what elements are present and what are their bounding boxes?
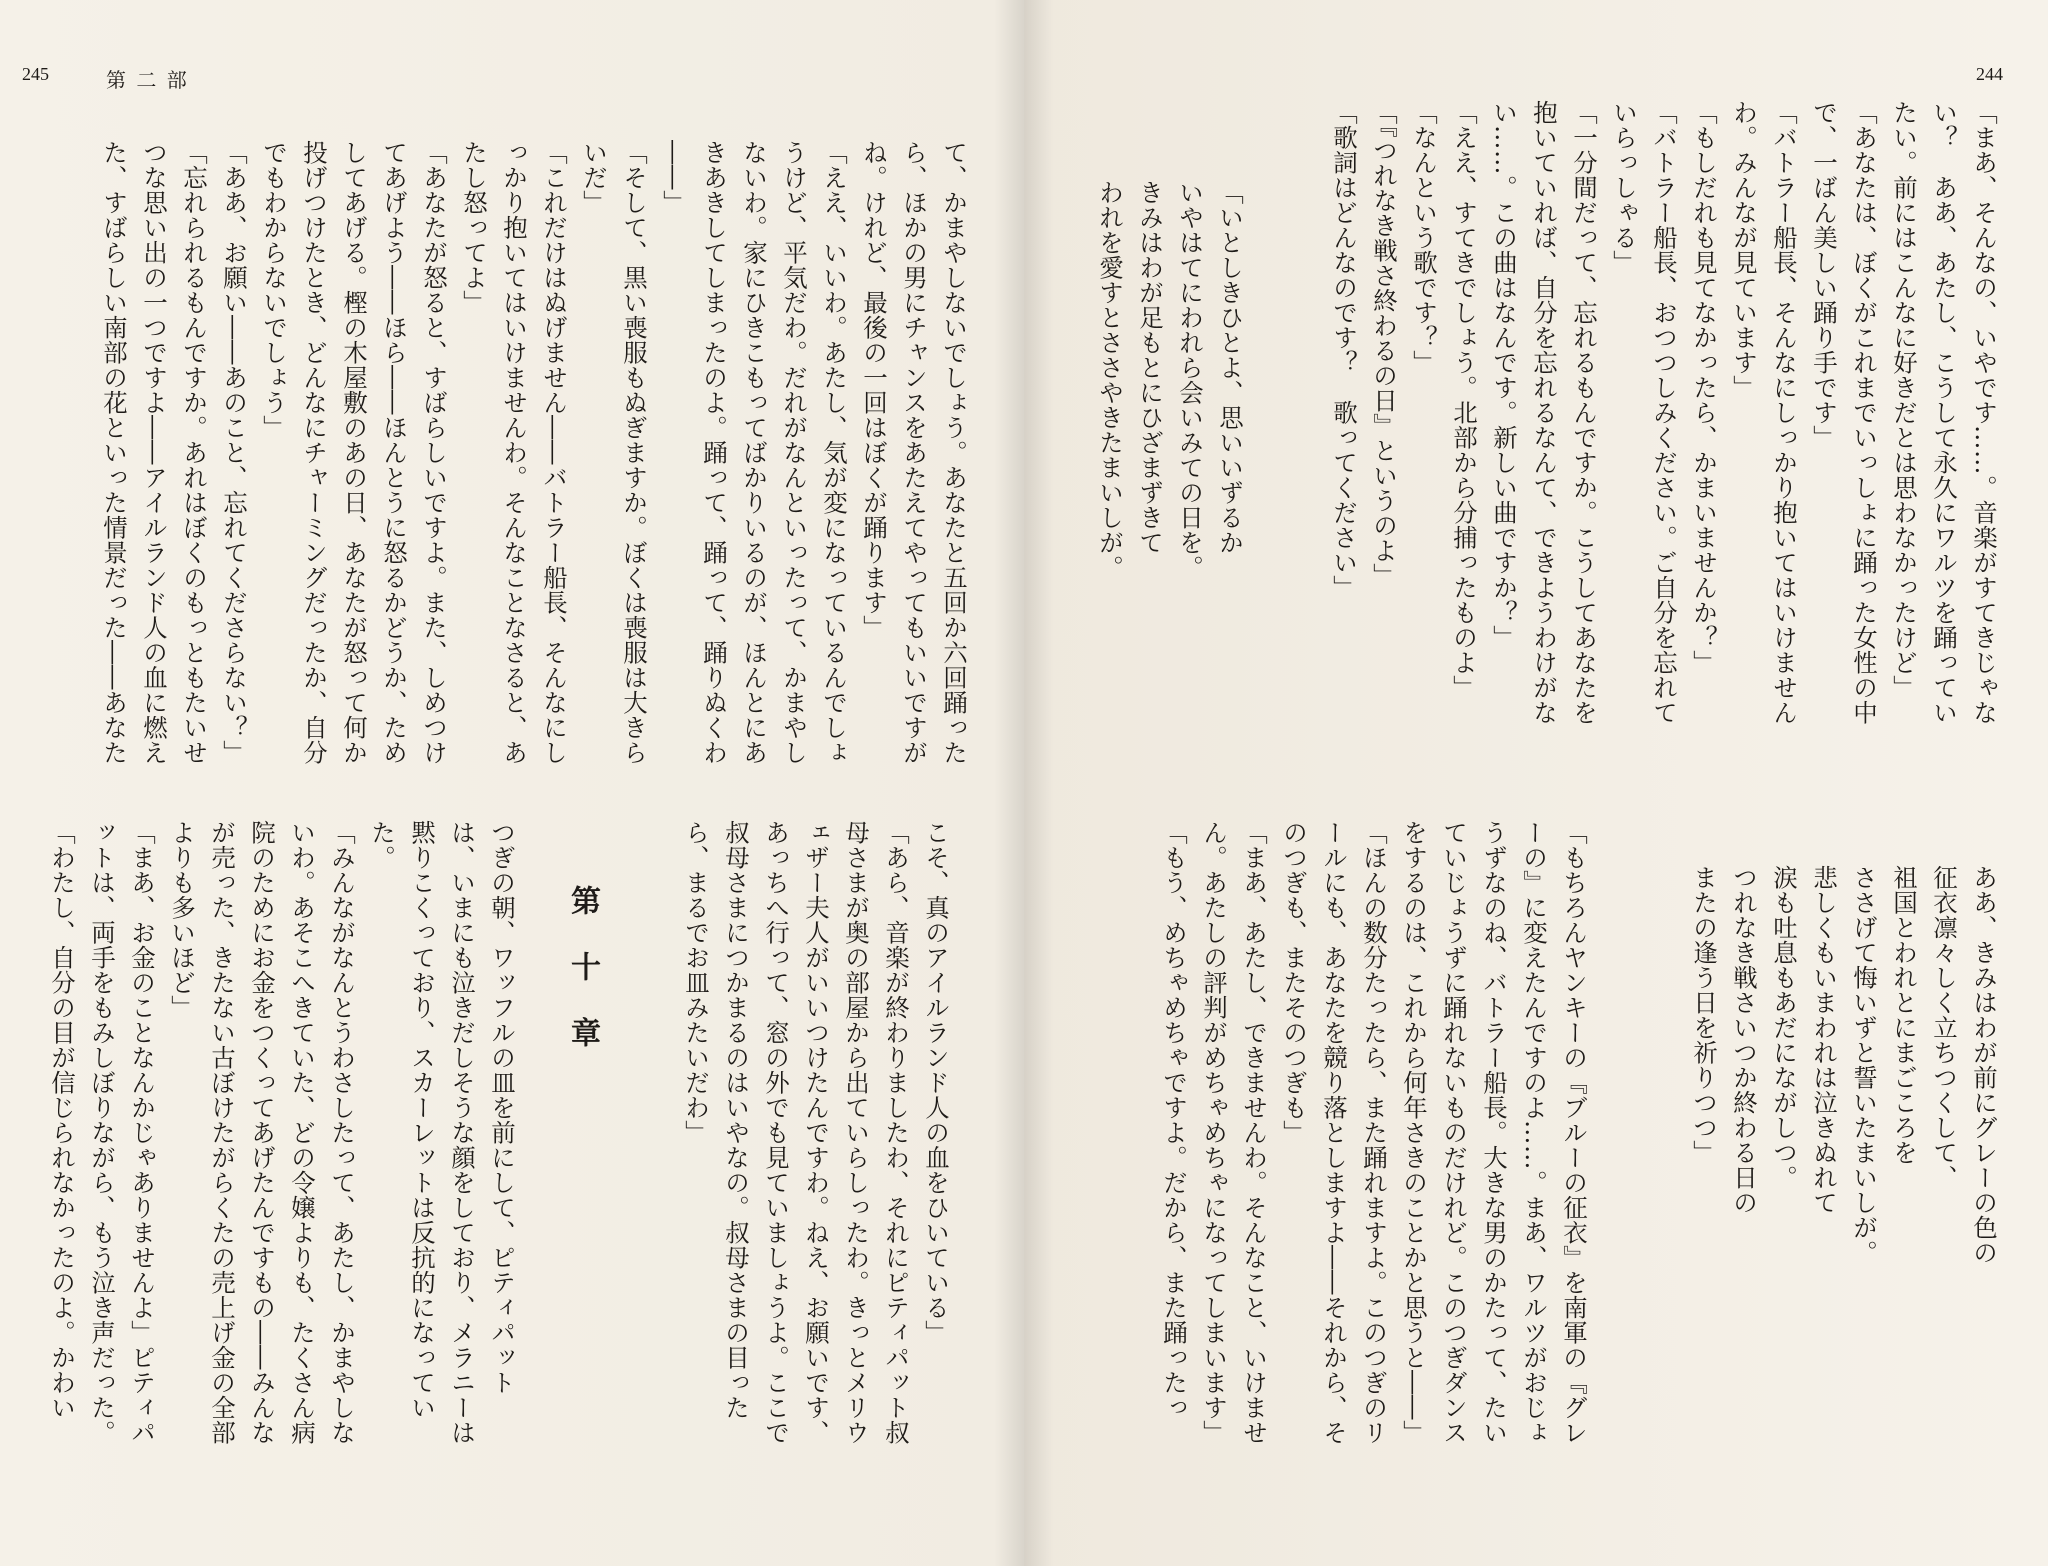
text-column: てあげよう――ほら――ほんとうに怒るかどうか、ため [380, 140, 409, 765]
text-column: ェザー夫人がいいつけたんですわ。ねえ、お願いです、 [802, 820, 831, 1445]
poem-line: ああ、きみはわが前にグレーの色の [1970, 865, 1999, 1265]
text-column: 「一分間だって、忘れるもんですか。こうしてあなたを [1570, 100, 1599, 725]
text-column: 「なんという歌です？」 [1410, 100, 1439, 375]
text-column: 「バトラー船長、おつつしみください。ご自分を忘れて [1650, 100, 1679, 725]
poem-line: 征衣凛々しく立ちつくして、 [1930, 865, 1959, 1190]
text-column: いわ。あそこへきていた、どの令嬢よりも、たくさん病 [288, 820, 317, 1445]
text-column: 「ええ、いいわ。あたし、気が変になっているんでしょ [820, 140, 849, 765]
book-gutter [994, 0, 1054, 1566]
text-column: してあげる。樫の木屋敷のあの日、あなたが怒って何か [340, 140, 369, 765]
right-page [1024, 0, 2048, 1566]
poem-line: ささげて悔いずと誓いたまいしが。 [1850, 865, 1879, 1265]
text-column: 叔母さまにつかまるのはいやなの。叔母さまの目った [722, 820, 751, 1420]
poem-line: いやはてにわれら会いみての日を。 [1176, 180, 1205, 580]
poem-line: われを愛すとささやきたまいしが。 [1096, 180, 1125, 580]
text-column: つぎの朝、ワッフルの皿を前にして、ピティパット [488, 820, 517, 1395]
text-column: 「まあ、あたし、できませんわ。そんなこと、いけませ [1240, 820, 1269, 1445]
text-column: ーの』に変えたんですのよ……。まあ、ワルツがおじょ [1520, 820, 1549, 1445]
text-column: ん。あたしの評判がめちゃめちゃになってしまいます」 [1200, 820, 1229, 1445]
text-column: 「ああ、お願い――あのこと、忘れてくださらない？」 [220, 140, 249, 765]
text-column: ――」 [660, 140, 689, 215]
text-column: が売った、きたない古ぼけたがらくたの売上げ金の全部 [208, 820, 237, 1445]
text-column: 「もう、めちゃめちゃですよ。だから、また踊ったっ [1160, 820, 1189, 1420]
text-column: 「『つれなき戦さ終わるの日』というのよ」 [1370, 100, 1399, 588]
text-column: あっちへ行って、窓の外でも見ていましょうよ。ここで [762, 820, 791, 1445]
text-column: いだ」 [580, 140, 609, 215]
poem-line: またの逢う日を祈りつつ」 [1690, 865, 1719, 1165]
page-number-left: 245 [22, 64, 49, 84]
text-column: ら、ほかの男にチャンスをあたえてやってもいいですが [900, 140, 929, 765]
running-head: 第 二 部 [106, 68, 189, 92]
text-column: 「あなたは、ぼくがこれまでいっしょに踊った女性の中 [1850, 100, 1879, 725]
text-column: 「歌詞はどんなのです？ 歌ってください」 [1330, 100, 1359, 600]
text-column: た。 [368, 820, 397, 870]
text-column: いらっしゃる」 [1610, 100, 1639, 275]
text-column: 「まあ、そんなの、いやです……。音楽がすてきじゃな [1970, 100, 1999, 725]
poem-line: 祖国とわれとにまごころを [1890, 865, 1919, 1165]
text-column: 「ええ、すてきでしょう。北部から分捕ったものよ」 [1450, 100, 1479, 700]
text-column: 「みんながなんとうわさしたって、あたし、かまやしな [328, 820, 357, 1445]
text-column: ールにも、あなたを競り落としますよ――それから、そ [1320, 820, 1349, 1445]
text-column: でもわからないでしょう」 [260, 140, 289, 440]
text-column: 投げつけたとき、どんなにチャーミングだったか、自分 [300, 140, 329, 765]
page-number-right: 244 [1976, 64, 2003, 84]
text-column: 「あなたが怒ると、すばらしいですよ。また、しめつけ [420, 140, 449, 765]
text-column: つな思い出の一つですよ――アイルランド人の血に燃え [140, 140, 169, 765]
text-column: で、一ばん美しい踊り手です」 [1810, 100, 1839, 450]
text-column: たい。前にはこんなに好きだとは思わなかったけど」 [1890, 100, 1919, 700]
text-column: うけど、平気だわ。だれがなんといったって、かまやし [780, 140, 809, 765]
text-column: 「わたし、自分の目が信じられなかったのよ。かわい [48, 820, 77, 1420]
text-column: うずなのね、バトラー船長。大きな男のかたって、たい [1480, 820, 1509, 1445]
text-column: 「ほんの数分たったら、また踊れますよ。このつぎのリ [1360, 820, 1389, 1445]
text-column: よりも多いほど」 [168, 820, 197, 1020]
text-column: 「もちろんヤンキーの『ブルーの征衣』を南軍の『グレ [1560, 820, 1589, 1445]
text-column: 黙りこくっており、スカーレットは反抗的になってい [408, 820, 437, 1420]
text-column: 院のためにお金をつくってあげたんですもの――みんな [248, 820, 277, 1445]
text-column: こそ、真のアイルランド人の血をひいている」 [922, 820, 951, 1345]
poem-line: 悲しくもいまわれは泣きぬれて [1810, 865, 1839, 1215]
left-bottom-right-text [656, 820, 956, 1530]
text-column: 母さまが奥の部屋から出ていらしったわ。きっとメリウ [842, 820, 871, 1445]
poem-top [1070, 180, 1250, 680]
text-column: 「まあ、お金のことなんかじゃありませんよ」ピティパ [128, 820, 157, 1445]
right-bottom-text [1124, 820, 1594, 1530]
text-column: 「もしだれも見てなかったら、かまいませんか？」 [1690, 100, 1719, 675]
text-column: ね。けれど、最後の一回はぼくが踊ります」 [860, 140, 889, 640]
poem-bottom [1674, 865, 2004, 1425]
poem-line: 涙も吐息もあだにながしつ。 [1770, 865, 1799, 1190]
text-column: たし怒ってよ」 [460, 140, 489, 315]
text-column: 抱いていれば、自分を忘れるなんて、できようわけがな [1530, 100, 1559, 725]
poem-line: 「いとしきひとよ、思いいずるか [1216, 180, 1245, 555]
text-column: きあきしてしまったのよ。踊って、踊って、踊りぬくわ [700, 140, 729, 765]
text-column: て、かまやしないでしょう。あなたと五回か六回踊った [940, 140, 969, 765]
text-column: ないわ。家にひきこもってばかりいるのが、ほんとにあ [740, 140, 769, 765]
text-column: ていじょうずに踊れないものだけれど。このつぎダンス [1440, 820, 1469, 1445]
chapter-title: 第十章 [565, 885, 600, 1083]
text-column: をするのは、これから何年さきのことかと思うと――」 [1400, 820, 1429, 1445]
poem-line: きみはわが足もとにひざまずきて [1136, 180, 1165, 555]
text-column: い……。この曲はなんです。新しい曲ですか？」 [1490, 100, 1519, 650]
text-column: ら、まるでお皿みたいだわ」 [682, 820, 711, 1145]
text-column: 「これだけはぬげません――バトラー船長、そんなにし [540, 140, 569, 765]
text-column: 「そして、黒い喪服もぬぎますか。ぼくは喪服は大きら [620, 140, 649, 765]
right-top-text [1324, 100, 2004, 800]
text-column: ットは、両手をもみしぼりながら、もう泣き声だった。 [88, 820, 117, 1445]
text-column: 「あら、音楽が終わりましたわ、それにピティパット叔 [882, 820, 911, 1445]
text-column: のつぎも、またそのつぎも」 [1280, 820, 1309, 1145]
text-column: わ。みんなが見ています」 [1730, 100, 1759, 400]
poem-line: つれなき戦さいつか終わる日の [1730, 865, 1759, 1215]
text-column: 「忘れられるもんですか。あれはぼくのもっともたいせ [180, 140, 209, 765]
left-top-text [52, 140, 974, 780]
text-column: っかり抱いてはいけませんわ。そんなことなさると、あ [500, 140, 529, 765]
text-column: 「バトラー船長、そんなにしっかり抱いてはいけません [1770, 100, 1799, 725]
left-bottom-left-text [48, 820, 522, 1530]
text-column: い？ ああ、あたし、こうして永久にワルツを踊ってい [1930, 100, 1959, 725]
text-column: は、いまにも泣きだしそうな顔をしており、メラニーは [448, 820, 477, 1445]
text-column: た、すばらしい南部の花といった情景だった――あなた [100, 140, 129, 765]
